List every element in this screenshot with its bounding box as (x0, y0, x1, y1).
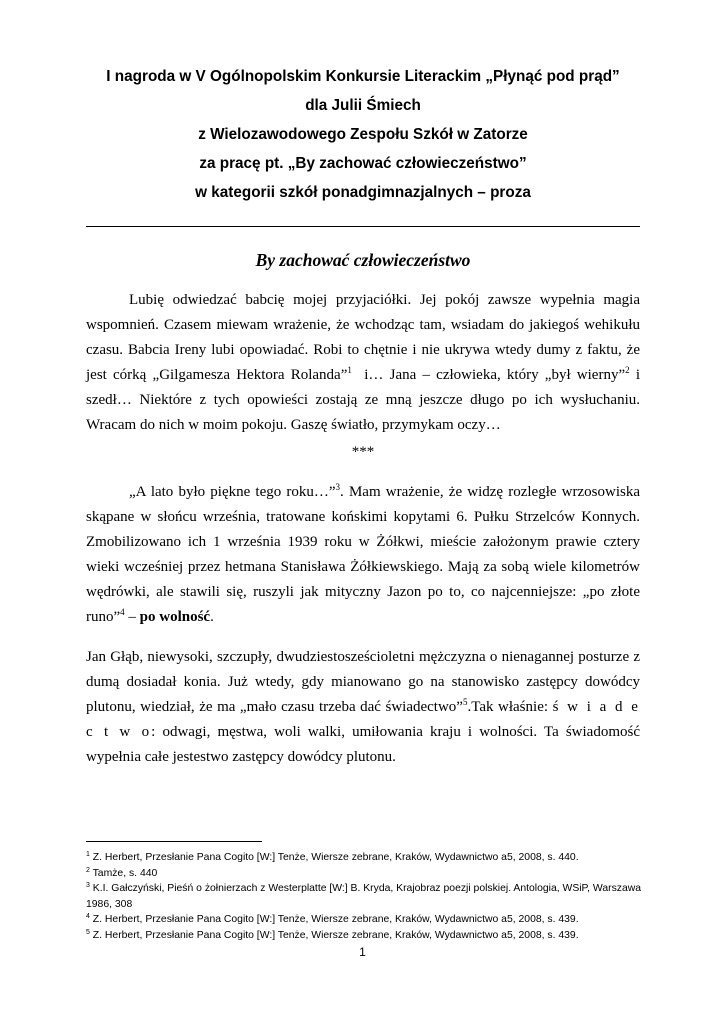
footnote-2-number: 2 (86, 866, 90, 874)
footnote-2-text: Tamże, s. 440 (89, 867, 158, 879)
page-number: 1 (359, 945, 366, 959)
header-line-work: za pracę pt. „By zachować człowieczeństwo” (199, 155, 527, 172)
header-line-author: dla Julii Śmiech (305, 97, 421, 114)
footnote-4-text: Z. Herbert, Przesłanie Pana Cogito [W:] Tenże, Wiersze zebrane, Kraków, Wydawnictwo a5, 2008, s. 439. (89, 914, 579, 926)
header-line-award: I nagroda w V Ogólnopolskim Konkursie Literackim „Płynąć pod prąd” (106, 68, 620, 85)
footnote-5-text: Z. Herbert, Przesłanie Pana Cogito [W:] Tenże, Wiersze zebrane, Kraków, Wydawnictwo a5, 2008, s. 439. (89, 929, 579, 941)
header-line-school: z Wielozawodowego Zespołu Szkół w Zatorze (198, 126, 528, 143)
footnote-divider (86, 841, 262, 842)
footnote-4 (86, 912, 646, 928)
essay-body (86, 288, 640, 770)
paragraph-2 (86, 480, 640, 630)
p2-text-a: „A lato było piękne tego roku…” (129, 484, 336, 500)
footnote-3 (86, 881, 646, 912)
footnote-1-number: 1 (86, 851, 90, 858)
p3-text-b: .Tak właśnie: (467, 699, 553, 715)
footnote-5-number: 5 (86, 928, 90, 936)
p1-text-b: i… Jana – człowieka, który „był wierny” (351, 367, 626, 383)
p3-text-c: : odwagi, męstwa, woli walki, umiłowania kraju i wolności. Ta świadomość wypełnia całe jestestwo zastępcy dowódcy plutonu. (86, 724, 640, 765)
footnote-1 (86, 850, 646, 866)
footnote-5 (86, 928, 646, 944)
footnote-1-text: Z. Herbert, Przesłanie Pana Cogito [W:] Tenże, Wiersze zebrane, Kraków, Wydawnictwo a5, 2008, s. 440. (89, 852, 579, 863)
footnote-ref-1: 1 (347, 365, 352, 375)
p3-text-a: Jan Głąb, niewysoki, szczupły, dwudziestosześcioletni mężczyzna o nienagannej posturze z dumą dosiadał konia. Już wtedy, gdy mianowano go na stanowisko zastępcy dowódcy plutonu, wiedział, że ma „mało czasu trzeba dać świadectwo” (86, 649, 640, 715)
p1-text-c: i szedł… Niektóre z tych opowieści zostają ze mną jeszcze długo po ich wysłuchaniu. Wracam do nich w moim pokoju. Gaszę światło, przymykam oczy… (86, 367, 640, 433)
p1-text-a: Lubię odwiedzać babcię mojej przyjaciółki. Jej pokój zawsze wypełnia magia wspomnień. Czasem miewam wrażenie, że wchodząc tam, wsiadam do jakiegoś wehikułu czasu. Babcia Ireny lubi opowiadać. Robi to chętnie i nie ukrywa wtedy dumy z faktu, że jest córką „Gilgamesza Hektora Rolanda” (86, 292, 640, 383)
footnote-ref-4: 4 (120, 607, 125, 617)
footnote-ref-3: 3 (335, 482, 341, 492)
p3-spaced-word: ś w i a d e c t w o (86, 699, 640, 740)
footnote-2 (86, 866, 646, 882)
p2-bold-text: po wolność (139, 609, 211, 625)
section-separator: *** (351, 444, 375, 460)
header-divider (86, 226, 640, 227)
p2-text-d: . (210, 609, 214, 625)
paragraph-1 (86, 288, 640, 438)
footnote-3-number: 3 (86, 882, 90, 890)
header-line-category: w kategorii szkół ponadgimnazjalnych – proza (195, 184, 531, 201)
footnote-ref-2: 2 (625, 365, 630, 375)
footnote-3-text: K.I. Gałczyński, Pieśń o żołnierzach z Westerplatte [W:] B. Kryda, Krajobraz poezji polskiej. Antologia, WSiP, Warszawa 1986, 308 (86, 883, 642, 910)
footnote-ref-5: 5 (462, 697, 468, 707)
footnotes (86, 850, 646, 944)
p2-text-b: . Mam wrażenie, że widzę rozległe wrzosowiska skąpane w słońcu września, tratowane końskimi kopytami 6. Pułku Strzelców Konnych. Zmobilizowano ich 1 września 1939 roku w Żółkwi, mieście założonym prawie cztery wieki wcześniej przez hetmana Stanisława Żółkiewskiego. Mają za sobą wiele kilometrów wędrówki, ale stawili się, ruszyli jak mityczny Jazon po to, co najcenniejsze: „po złote runo” (86, 484, 640, 625)
paragraph-3 (86, 645, 640, 770)
p2-text-c: – (124, 609, 140, 625)
footnote-4-number: 4 (86, 913, 90, 921)
essay-title: By zachować człowieczeństwo (255, 250, 471, 270)
award-header (86, 62, 640, 207)
